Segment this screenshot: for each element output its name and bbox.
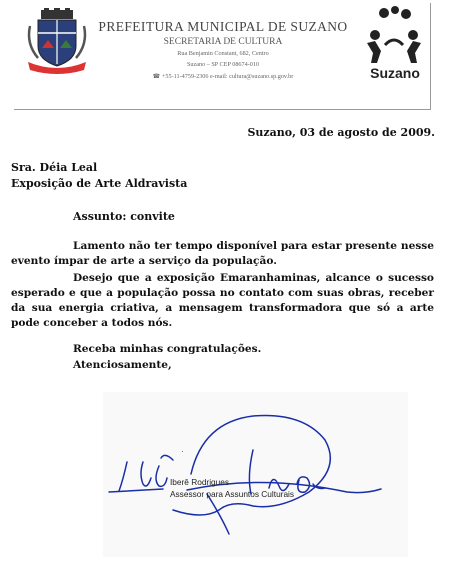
svg-text:·: · [181,447,184,456]
letterhead-contact-line: ☎ +55-11-4759-2306 e-mail: cultura@suzano.sp.gov.br [152,73,294,80]
letter-body [11,239,434,332]
paragraph-1: Lamento não ter tempo disponível para estar presente nesse evento ímpar de arte a serviço da população. [11,240,434,268]
signer-role: Assessor para Assuntos Culturais [170,489,295,499]
letterhead-address-line1: Rua Benjamin Constant, 682, Centro [177,50,269,57]
letterhead-title: PREFEITURA MUNICIPAL DE SUZANO [98,19,348,34]
suzano-brand-logo-icon [359,5,431,85]
signer-name: Iberê Rodrigues [170,477,230,487]
letterhead [14,3,431,110]
recipient-event: Exposição de Arte Aldravista [11,177,188,190]
closing-congratulations: Receba minhas congratulações. [73,343,262,355]
handwritten-signature-icon [103,392,408,557]
letterhead-address-line2: Suzano – SP CEP 08674-010 [186,61,260,68]
closing-regards: Atenciosamente, [73,359,172,371]
letter-subject: Assunto: convite [73,210,175,223]
letterhead-department: SECRETARIA DE CULTURA [163,37,283,47]
paragraph-2: Desejo que a exposição Emaranhaminas, alcance o sucesso esperado e que a população possa no contato com suas obras, receber da sua energia criativa, a mensagem transformadora que só a arte pode conceber a todos nós. [11,271,434,330]
signature-area [103,392,408,557]
recipient-name: Sra. Déia Leal [11,161,98,174]
svg-text:Suzano: Suzano [370,65,420,81]
coat-of-arms-icon [24,8,90,76]
letter-date: Suzano, 03 de agosto de 2009. [247,126,435,139]
